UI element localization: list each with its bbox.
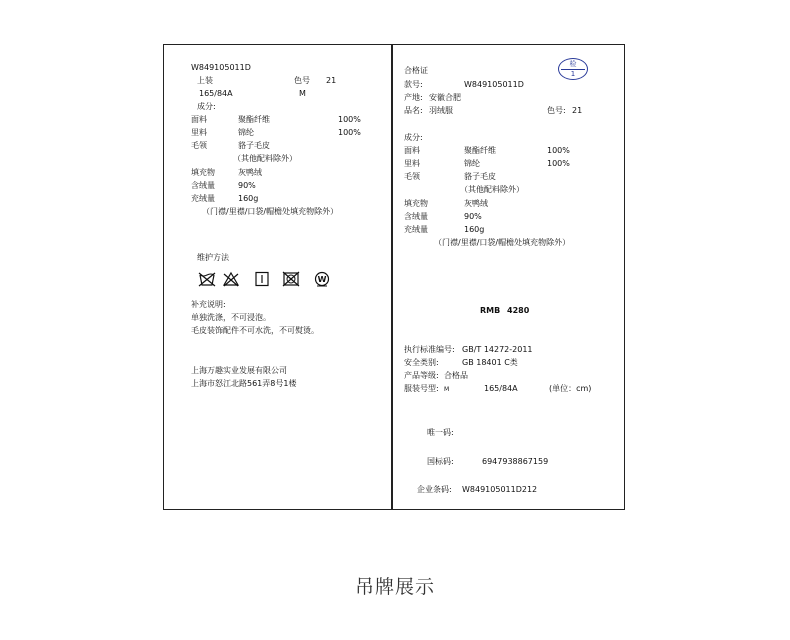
right-size-value: 165/84A — [484, 384, 518, 393]
right-fill-label: 填充物 — [404, 199, 428, 208]
grade-label: 产品等级: — [404, 371, 439, 380]
right-shell-pct: 100% — [547, 146, 570, 155]
ean-value: 6947938867159 — [482, 457, 549, 466]
note-title: 补充说明: — [191, 300, 226, 309]
standard-value: GB/T 14272-2011 — [462, 345, 533, 354]
left-product-code: W849105011D — [191, 63, 251, 72]
inspection-stamp — [558, 58, 588, 80]
right-lining-name: 里料 — [404, 159, 420, 168]
professional-wet-clean-icon — [314, 271, 330, 287]
no-tumble-dry-icon — [282, 271, 300, 287]
hang-tag-card — [163, 44, 625, 510]
left-shell-material: 聚酯纤维 — [238, 115, 270, 124]
ean-label: 国标码: — [427, 457, 454, 466]
left-charge-label: 充绒量 — [191, 194, 215, 203]
right-charge-note: （门襟/里襟/口袋/帽檐处填充物除外） — [434, 238, 571, 247]
left-down-label: 含绒量 — [191, 181, 215, 190]
size-label: 服装号型: — [404, 384, 439, 393]
left-collar-note: （其他配料除外） — [233, 154, 297, 163]
note-line-1: 单独洗涤，不可浸泡。 — [191, 313, 271, 322]
svg-text:W: W — [317, 275, 327, 284]
left-fill-value: 灰鸭绒 — [238, 168, 262, 177]
right-down-label: 含绒量 — [404, 212, 428, 221]
left-lining-pct: 100% — [338, 128, 361, 137]
sku-value: W849105011D212 — [462, 485, 538, 494]
right-charge-value: 160g — [464, 225, 485, 234]
right-lining-material: 锦纶 — [464, 159, 480, 168]
right-collar-name: 毛领 — [404, 172, 420, 181]
origin-label: 产地: — [404, 93, 423, 102]
left-collar-name: 毛领 — [191, 141, 207, 150]
left-charge-value: 160g — [238, 194, 259, 203]
unique-code-label: 唯一码: — [427, 428, 454, 437]
left-color-value: 21 — [326, 76, 337, 85]
safety-value: GB 18401 C类 — [462, 358, 518, 367]
left-charge-note: （门襟/里襟/口袋/帽檐处填充物除外） — [202, 207, 339, 216]
sku-label: 企业条码: — [417, 485, 452, 494]
right-fill-value: 灰鸭绒 — [464, 199, 488, 208]
left-fill-label: 填充物 — [191, 168, 215, 177]
right-shell-name: 面料 — [404, 146, 420, 155]
left-lining-material: 锦纶 — [238, 128, 254, 137]
right-collar-note: （其他配料除外） — [460, 185, 524, 194]
right-charge-label: 充绒量 — [404, 225, 428, 234]
note-line-2: 毛皮装饰配件不可水洗，不可熨烫。 — [191, 326, 319, 335]
right-color-value: 21 — [572, 106, 583, 115]
left-shell-pct: 100% — [338, 115, 361, 124]
right-color-label: 色号: — [547, 106, 566, 115]
model-label: 款号: — [404, 80, 423, 89]
right-composition-label: 成分: — [404, 133, 423, 142]
left-size-letter: M — [299, 89, 306, 98]
left-size: 165/84A — [199, 89, 233, 98]
hang-dry-icon — [254, 271, 270, 287]
product-value: 羽绒服 — [429, 106, 453, 115]
left-composition-label: 成分: — [197, 102, 216, 111]
safety-label: 安全类别: — [404, 358, 439, 367]
certificate-title: 合格证 — [404, 66, 428, 75]
company-name: 上海万趣实业发展有限公司 — [191, 366, 287, 375]
left-lining-name: 里料 — [191, 128, 207, 137]
inspection-stamp-top: 检 — [569, 60, 577, 68]
left-color-label: 色号 — [294, 76, 310, 85]
no-bleach-icon — [222, 271, 240, 287]
right-collar-material: 貉子毛皮 — [464, 172, 496, 181]
model-value: W849105011D — [464, 80, 524, 89]
unit-note: (单位：cm) — [549, 384, 592, 393]
left-down-value: 90% — [238, 181, 256, 190]
caption: 吊牌展示 — [354, 576, 435, 598]
price-currency: RMB — [480, 306, 501, 315]
product-label: 品名: — [404, 106, 423, 115]
right-lining-pct: 100% — [547, 159, 570, 168]
right-down-value: 90% — [464, 212, 482, 221]
inspection-stamp-bottom: 1 — [570, 70, 576, 78]
grade-value: 合格品 — [444, 371, 468, 380]
care-title: 维护方法 — [197, 253, 229, 262]
standard-label: 执行标准编号: — [404, 345, 455, 354]
left-shell-name: 面料 — [191, 115, 207, 124]
right-shell-material: 聚酯纤维 — [464, 146, 496, 155]
company-address: 上海市怒江北路561弄8号1楼 — [191, 379, 297, 388]
tag-divider — [391, 45, 393, 509]
left-collar-material: 貉子毛皮 — [238, 141, 270, 150]
origin-value: 安徽合肥 — [429, 93, 461, 102]
left-category: 上装 — [197, 76, 213, 85]
no-wash-icon — [198, 271, 216, 287]
price-value: 4280 — [507, 306, 530, 315]
right-size-letter: M — [444, 386, 450, 393]
